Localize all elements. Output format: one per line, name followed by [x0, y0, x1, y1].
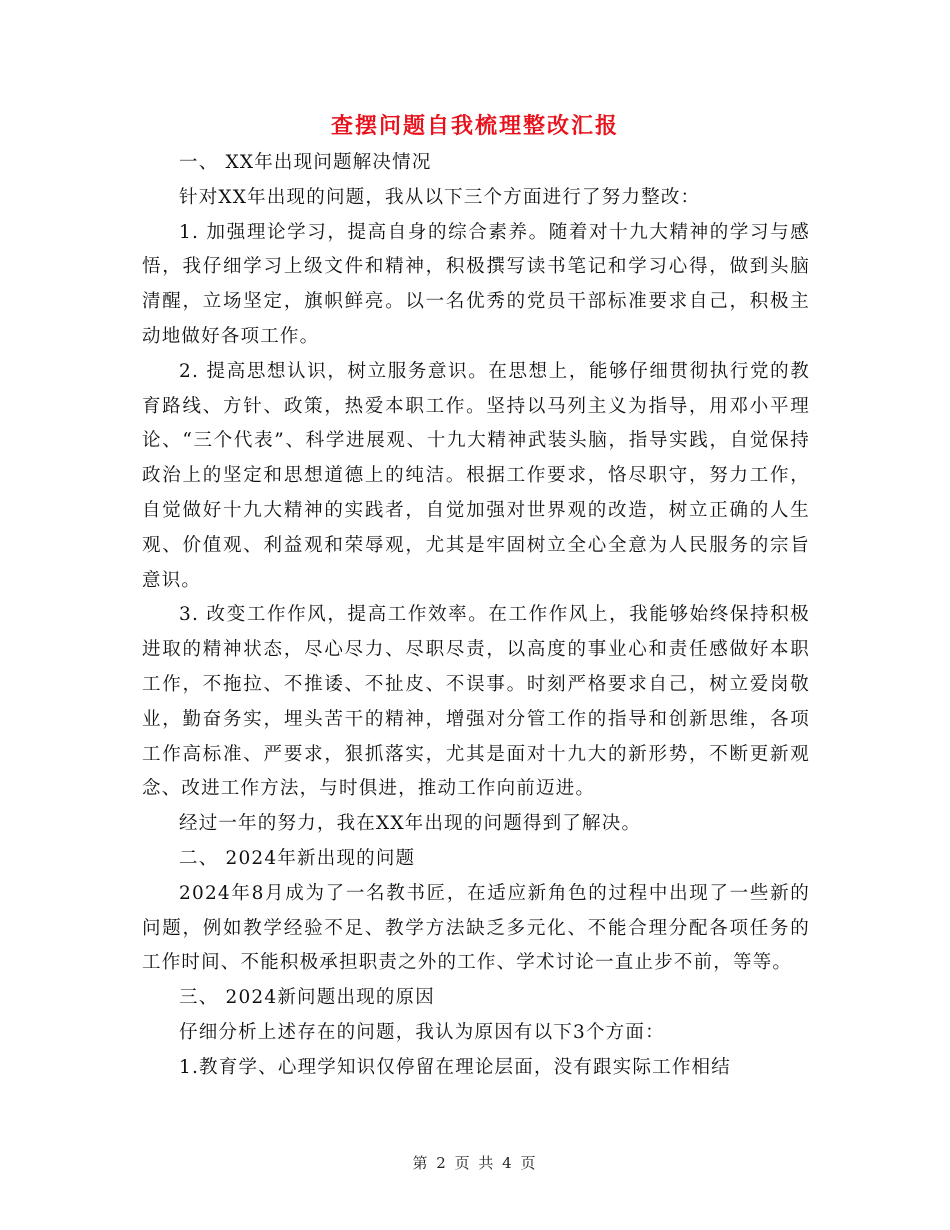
paragraph-analysis: 仔细分析上述存在的问题，我认为原因有以下3个方面： — [179, 1021, 665, 1043]
document-body — [142, 146, 810, 1086]
paragraph-item-1: 1. 加强理论学习，提高自身的综合素养。随着对十九大精神的学习与感悟，我仔细学习上级文件和精神，积极撰写读书笔记和学习心得，做到头脑清醒，立场坚定，旗帜鲜亮。以一名优秀的党员干部标准要求自己，积极主动地做好各项工作。 — [142, 221, 810, 347]
paragraph-item-2: 2. 提高思想认识，树立服务意识。在思想上，能够仔细贯彻执行党的教育路线、方针、政策，热爱本职工作。坚持以马列主义为指导，用邓小平理论、“三个代表”、科学进展观、十九大精神武装头脑，指导实践，自觉保持政治上的坚定和思想道德上的纯洁。根据工作要求，恪尽职守，努力工作，自觉做好十九大精神的实践者，自觉加强对世界观的改造，树立正确的人生观、价值观、利益观和荣辱观，尤其是牢固树立全心全意为人民服务的宗旨意识。 — [142, 360, 810, 591]
paragraph-item-3: 3. 改变工作作风，提高工作效率。在工作作风上，我能够始终保持积极进取的精神状态，尽心尽力、尽职尽责，以高度的事业心和责任感做好本职工作，不拖拉、不推诿、不扯皮、不误事。时刻严格要求自己，树立爱岗敬业，勤奋务实，埋头苦干的精神，增强对分管工作的指导和创新思维，各项工作高标准、严要求，狠抓落实，尤其是面对十九大的新形势，不断更新观念、改进工作方法，与时俱进，推动工作向前迈进。 — [142, 604, 810, 800]
page-number-footer: 第 2 页 共 4 页 — [412, 1154, 538, 1172]
paragraph-new-problems: 2024年8月成为了一名教书匠，在适应新角色的过程中出现了一些新的问题，例如教学经验不足、教学方法缺乏多元化、不能合理分配各项任务的工作时间、不能积极承担职责之外的工作、学术讨论一直止步不前，等等。 — [142, 882, 810, 974]
paragraph-intro: 针对XX年出现的问题，我从以下三个方面进行了努力整改： — [179, 186, 701, 208]
section-heading-2: 二、 2024年新出现的问题 — [179, 847, 416, 869]
section-heading-3: 三、 2024新问题出现的原因 — [179, 987, 435, 1009]
paragraph-cause-1: 1.教育学、心理学知识仅停留在理论层面，没有跟实际工作相结 — [179, 1056, 731, 1078]
document-title: 查摆问题自我梳理整改汇报 — [330, 113, 619, 139]
paragraph-summary: 经过一年的努力，我在XX年出现的问题得到了解决。 — [179, 813, 642, 835]
section-heading-1: 一、 XX年出现问题解决情况 — [179, 152, 432, 173]
